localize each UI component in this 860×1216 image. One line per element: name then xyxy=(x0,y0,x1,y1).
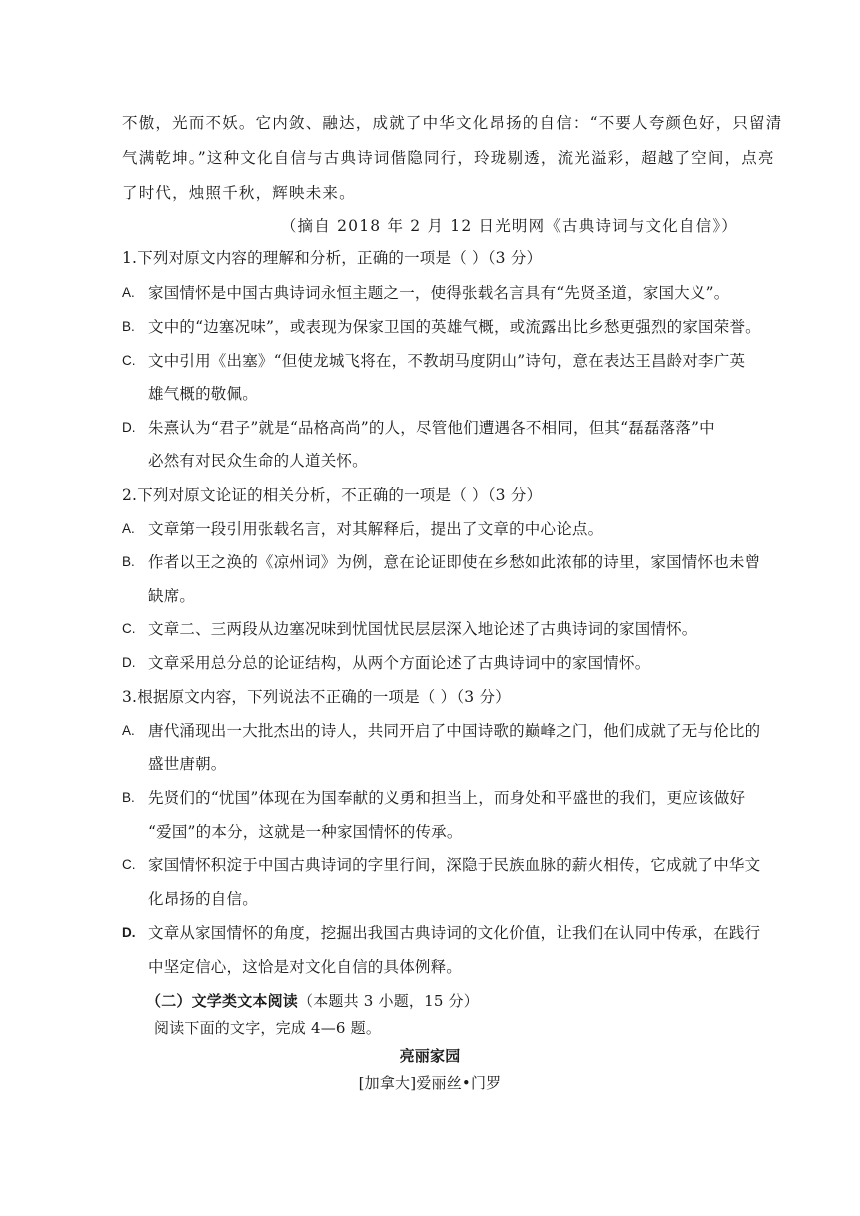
section-heading xyxy=(146,991,479,1011)
option-letter: C. xyxy=(122,857,136,872)
option-letter: A. xyxy=(122,723,135,738)
option-letter: C. xyxy=(122,353,136,368)
option-letter: A. xyxy=(122,285,135,300)
option-text: 朱熹认为“君子”就是“品格高尚”的人，尽管他们遭遇各不相同，但其“磊磊落落”中 xyxy=(148,419,715,437)
option-letter: D. xyxy=(122,925,136,940)
option-letter: B. xyxy=(122,790,135,805)
option-text: 家国情怀是中国古典诗词永恒主题之一，使得张载名言具有“先贤圣道，家国大义”。 xyxy=(148,284,730,302)
option-letter: C. xyxy=(122,621,136,636)
question-3-stem: 3.根据原文内容，下列说法不正确的一项是（ ）（3 分） xyxy=(122,688,511,706)
source-citation: （摘自 2018 年 2 月 12 日光明网《古典诗词与文化自信》） xyxy=(280,217,738,235)
option-text: 化昂扬的自信。 xyxy=(148,890,258,908)
option-letter: A. xyxy=(122,521,135,536)
option-text: 作者以王之涣的《凉州词》为例，意在论证即使在乡愁如此浓郁的诗里，家国情怀也未曾 xyxy=(148,553,761,571)
passage-line: 不傲，光而不妖。它内敛、融达，成就了中华文化昂扬的自信：“不要人夸颜色好，只留清 xyxy=(122,114,783,132)
option-text: 唐代涌现出一大批杰出的诗人，共同开启了中国诗歌的巅峰之门，他们成就了无与伦比的 xyxy=(148,722,761,740)
option-letter: D. xyxy=(122,420,136,435)
question-2-stem: 2.下列对原文论证的相关分析，不正确的一项是（ ）（3 分） xyxy=(122,486,543,504)
option-text: 文章采用总分总的论证结构，从两个方面论述了古典诗词中的家国情怀。 xyxy=(148,654,651,672)
option-text: “爱国”的本分，这就是一种家国情怀的传承。 xyxy=(148,823,463,841)
story-author: [加拿大]爱丽丝•门罗 xyxy=(358,1074,502,1092)
section-instruction: 阅读下面的文字，完成 4—6 题。 xyxy=(154,1019,382,1037)
option-text: 必然有对民众生命的人道关怀。 xyxy=(148,452,368,470)
option-text: 文章二、三两段从边塞况味到忧国忧民层层深入地论述了古典诗词的家国情怀。 xyxy=(148,620,698,638)
option-text: 雄气概的敬佩。 xyxy=(148,385,258,403)
option-text: 文中引用《出塞》“但使龙城飞将在，不教胡马度阴山”诗句，意在表达王昌龄对李广英 xyxy=(148,352,746,370)
section-note: （本题共 3 小题，15 分） xyxy=(298,992,479,1010)
option-text: 家国情怀积淀于中国古典诗词的字里行间，深隐于民族血脉的薪火相传，它成就了中华文 xyxy=(148,856,761,874)
option-letter: D. xyxy=(122,655,136,670)
option-letter: B. xyxy=(122,319,135,334)
passage-line: 了时代，烛照千秋，辉映未来。 xyxy=(122,184,356,202)
option-text: 文中的“边塞况味”，或表现为保家卫国的英雄气概，或流露出比乡愁更强烈的家国荣誉。 xyxy=(148,318,761,336)
option-text: 文章从家国情怀的角度，挖掘出我国古典诗词的文化价值，让我们在认同中传承，在践行 xyxy=(148,924,761,942)
option-text: 缺席。 xyxy=(148,587,196,605)
passage-line: 气满乾坤。”这种文化自信与古典诗词偕隐同行，玲珑剔透，流光溢彩，超越了空间，点亮 xyxy=(122,149,775,167)
option-text: 中坚定信心，这恰是对文化自信的具体例释。 xyxy=(148,958,463,976)
option-letter: B. xyxy=(122,554,135,569)
section-title: （二）文学类文本阅读 xyxy=(146,992,299,1010)
option-text: 盛世唐朝。 xyxy=(148,755,227,773)
question-1-stem: 1.下列对原文内容的理解和分析，正确的一项是（ ）（3 分） xyxy=(122,249,543,267)
option-text: 先贤们的“忧国”体现在为国奉献的义勇和担当上，而身处和平盛世的我们，更应该做好 xyxy=(148,789,746,807)
option-text: 文章第一段引用张载名言，对其解释后，提出了文章的中心论点。 xyxy=(148,520,604,538)
story-title: 亮丽家园 xyxy=(399,1047,461,1065)
